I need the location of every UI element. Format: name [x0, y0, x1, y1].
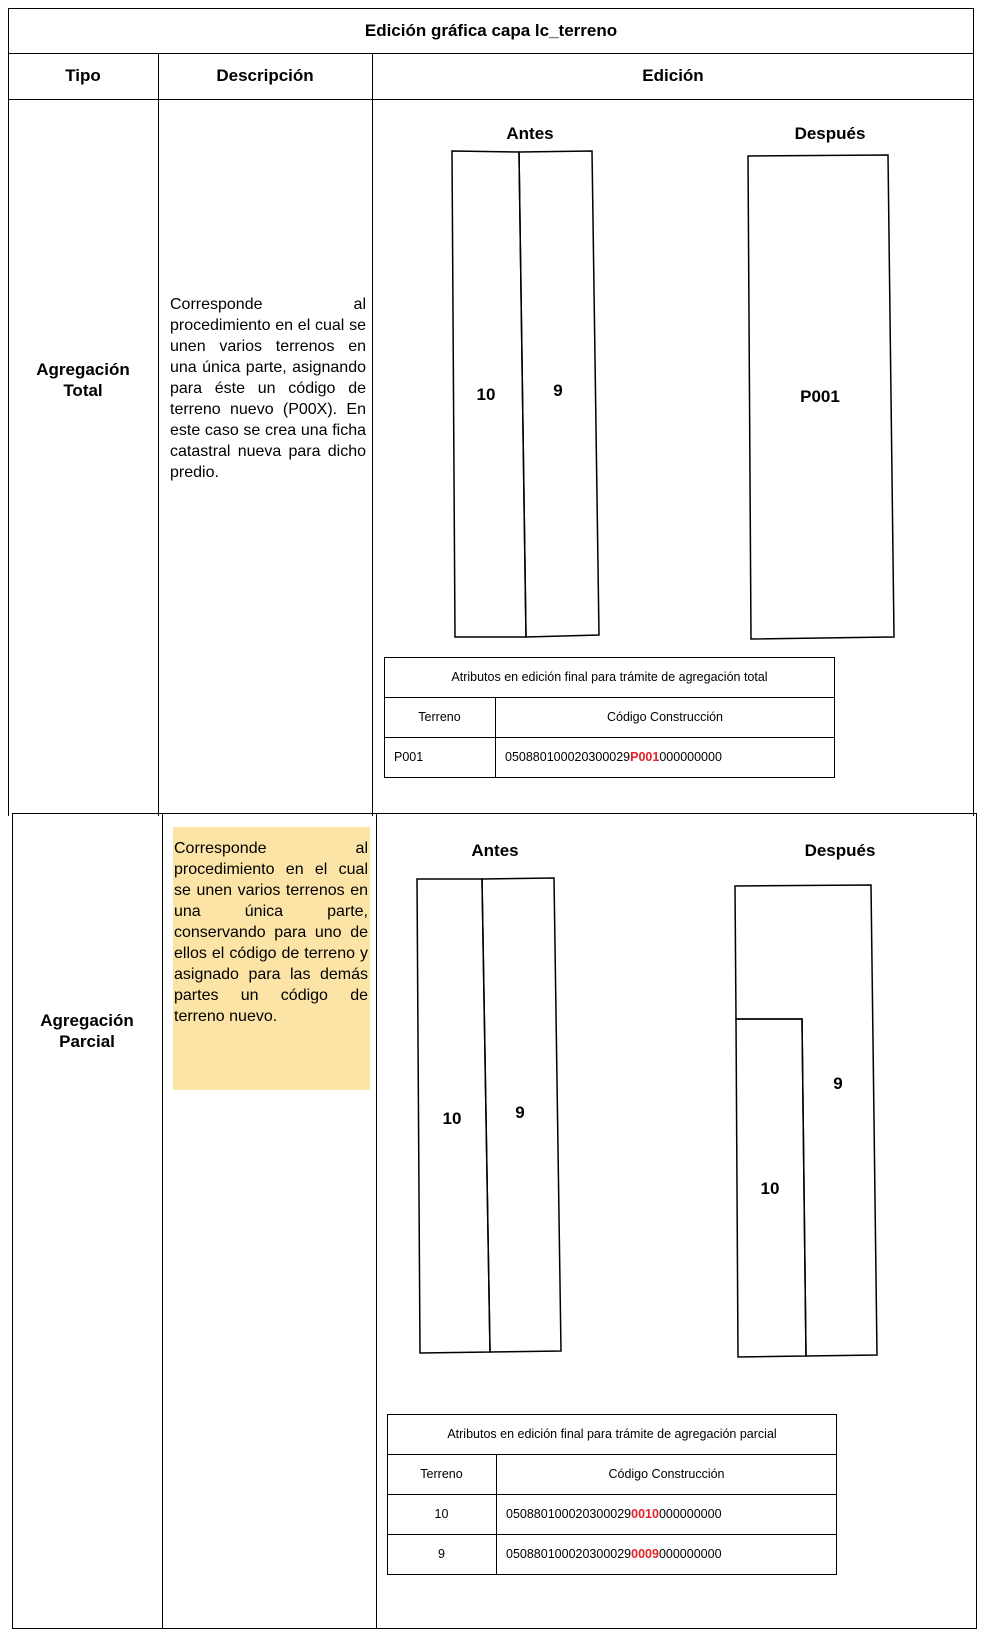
description-text: Corresponde al procedimiento en el cual se unen varios terrenos en una única parte, conservando para uno de ellos el código de terreno y asignado para las demás partes un código de terreno nuevo.: [174, 840, 368, 1025]
cell-terreno: 10: [434, 1507, 449, 1521]
parcel-label: P001: [800, 387, 840, 406]
parcel-label: 9: [833, 1074, 843, 1093]
antes-label: Antes: [471, 841, 519, 860]
col-header-terreno: Terreno: [418, 710, 461, 724]
code-part: 050880100020300029: [506, 1507, 632, 1521]
code-part: 000000000: [659, 750, 722, 764]
code-part: 000000000: [658, 1547, 722, 1561]
code-part: 050880100020300029: [506, 1547, 632, 1561]
parcel-label: 9: [553, 381, 563, 400]
parcel-label: 10: [476, 385, 496, 404]
despues-label: Después: [794, 124, 866, 143]
tipo-line: Agregación: [40, 1011, 134, 1030]
parcel-label: 9: [515, 1103, 525, 1122]
cell-terreno: 9: [438, 1547, 445, 1561]
code-part: 050880100020300029: [505, 750, 631, 764]
parcel-shape: [735, 885, 877, 1356]
code-part: 000000000: [658, 1507, 722, 1521]
col-header-codigo: Código Construcción: [606, 710, 724, 724]
header-edicion: Edición: [642, 66, 704, 85]
parcel-label: 10: [760, 1179, 780, 1198]
page-title: Edición gráfica capa lc_terreno: [364, 21, 618, 40]
header-descripcion: Descripción: [216, 66, 314, 85]
tipo-line: Agregación: [36, 360, 130, 379]
antes-label: Antes: [506, 124, 554, 143]
despues-label: Después: [804, 841, 876, 860]
code-highlight: P001: [630, 750, 660, 764]
tipo-line: Parcial: [59, 1032, 115, 1051]
cell-codigo: [506, 1534, 831, 1574]
header-tipo: Tipo: [65, 66, 101, 85]
code-highlight: 0010: [631, 1507, 659, 1521]
attr-table-title: Atributos en edición final para trámite de agregación total: [451, 670, 768, 684]
parcel-label: 10: [442, 1109, 462, 1128]
description-text: Corresponde al procedimiento en el cual se unen varios terrenos en una única parte, asignando para éste un código de terreno nuevo (P00X). En este caso se crea una ficha catastral nueva para dicho predio.: [170, 296, 366, 481]
tipo-line: Total: [63, 381, 103, 400]
attr-table-title: Atributos en edición final para trámite de agregación parcial: [447, 1427, 777, 1441]
col-header-codigo: Código Construcción: [608, 1467, 725, 1481]
col-header-terreno: Terreno: [420, 1467, 463, 1481]
code-highlight: 0009: [631, 1547, 659, 1561]
cell-codigo: [506, 1494, 831, 1534]
cell-terreno: P001: [394, 750, 424, 764]
